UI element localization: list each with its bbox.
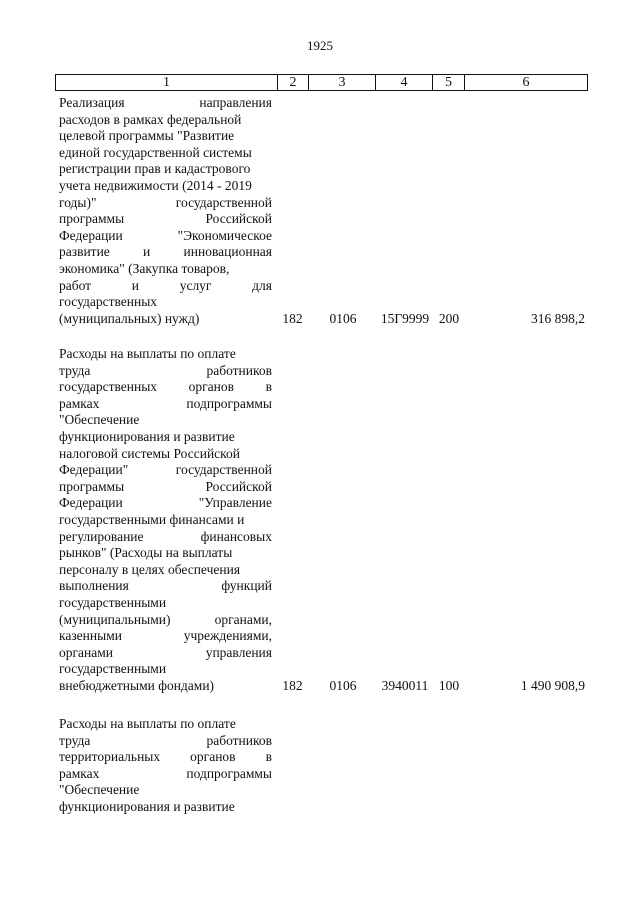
description-word: регулирование — [59, 528, 144, 544]
description-word: государственной — [175, 194, 272, 210]
description-line — [59, 733, 272, 750]
description-word: экономика" (Закупка товаров, — [59, 260, 230, 276]
description-word: Российской — [205, 478, 272, 494]
description-word: органами, — [214, 611, 272, 627]
cell-col6: 316 898,2 — [531, 310, 585, 326]
description-word: работ — [59, 277, 92, 293]
description-word: персоналу в целях обеспечения — [59, 561, 241, 577]
description-word: труда — [59, 362, 91, 378]
description-word: казенными — [59, 628, 122, 644]
description-line — [59, 628, 272, 645]
description-word: расходов в рамках федеральной — [59, 111, 242, 127]
description-line — [59, 529, 272, 546]
column-header-6: 6 — [465, 75, 588, 91]
description-line — [59, 512, 272, 529]
description-word: программы — [59, 478, 125, 494]
description-word: рамках — [59, 395, 100, 411]
description-word: выполнения — [59, 578, 129, 594]
description-line — [59, 495, 272, 512]
description-line — [59, 261, 272, 278]
row-description — [59, 95, 272, 327]
description-word: и — [131, 277, 140, 293]
description-line — [59, 161, 272, 178]
description-word: учреждениями, — [183, 628, 272, 644]
cell-col4: 3940011 — [381, 678, 429, 693]
description-word: труда — [59, 732, 91, 748]
description-line — [59, 578, 272, 595]
cell-col3: 0106 — [329, 678, 357, 693]
cell-col5: 200 — [438, 310, 460, 326]
description-line — [59, 178, 272, 195]
description-word: и — [143, 244, 151, 260]
description-word: Реализация — [59, 95, 125, 110]
description-line — [59, 645, 272, 662]
description-word: Федерации — [59, 227, 123, 243]
description-line — [59, 311, 272, 328]
cell-col2 — [277, 799, 308, 816]
description-word: целевой программы "Развитие — [59, 128, 235, 144]
description-word: Федерации" — [59, 462, 129, 478]
description-word: развитие — [59, 244, 110, 260]
column-header-4: 4 — [376, 75, 433, 91]
description-word: государственными — [59, 594, 167, 610]
description-word: "Управление — [198, 495, 272, 511]
description-word: органов — [188, 379, 235, 395]
cell-col2: 182 — [282, 678, 303, 693]
description-line — [59, 211, 272, 228]
description-line — [59, 429, 272, 446]
description-line — [59, 363, 272, 380]
column-header-5: 5 — [433, 75, 465, 91]
description-word: налоговой системы Российской — [59, 445, 241, 461]
cell-col3 — [310, 799, 376, 816]
description-word: учета недвижимости (2014 - 2019 — [59, 177, 252, 193]
description-line — [59, 95, 272, 112]
description-line — [59, 462, 272, 479]
cell-col3: 0106 — [329, 310, 357, 326]
description-word: в — [265, 379, 272, 395]
row-description — [59, 716, 272, 816]
description-word: Расходы на выплаты по оплате — [59, 346, 236, 361]
description-word: управления — [205, 644, 272, 660]
description-line — [59, 612, 272, 629]
cell-col5: 100 — [438, 678, 460, 693]
cell-col5 — [433, 799, 465, 816]
description-word: годы)" — [59, 194, 97, 210]
description-line — [59, 112, 272, 129]
cell-col4: 15Г9999 — [380, 310, 430, 326]
column-header-2: 2 — [278, 75, 309, 91]
description-word: "Обеспечение — [59, 782, 140, 798]
description-word: работников — [206, 732, 272, 748]
description-word: финансовых — [200, 528, 272, 544]
description-line — [59, 749, 272, 766]
row-description — [59, 346, 272, 694]
description-word: (муниципальными) — [59, 611, 171, 627]
description-line — [59, 562, 272, 579]
description-line — [59, 479, 272, 496]
description-word: государственной — [175, 462, 272, 478]
description-line — [59, 379, 272, 396]
description-word: Расходы на выплаты по оплате — [59, 716, 236, 731]
description-word: органов — [190, 749, 236, 765]
description-word: "Обеспечение — [59, 412, 140, 428]
description-word: подпрограммы — [186, 395, 272, 411]
description-line — [59, 661, 272, 678]
cell-col6 — [467, 799, 585, 816]
description-line — [59, 412, 272, 429]
description-line — [59, 799, 272, 816]
description-line — [59, 716, 272, 733]
description-word: органами — [59, 644, 114, 660]
page-number: 1925 — [307, 38, 333, 53]
description-word: рынков" (Расходы на выплаты — [59, 545, 233, 561]
description-line — [59, 145, 272, 162]
description-word: услуг — [179, 277, 212, 293]
description-word: работников — [206, 362, 272, 378]
description-word: функционирования и развитие — [59, 798, 235, 814]
description-word: государственных — [59, 294, 158, 310]
description-line — [59, 128, 272, 145]
description-word: рамках — [59, 765, 100, 781]
description-word: регистрации прав и кадастрового — [59, 161, 251, 177]
description-word: подпрограммы — [186, 765, 272, 781]
column-header-row — [56, 75, 588, 91]
description-word: функционирования и развитие — [59, 428, 235, 444]
description-line — [59, 545, 272, 562]
description-word: Российской — [205, 211, 272, 227]
description-word: "Экономическое — [177, 227, 272, 243]
cell-col2: 182 — [282, 310, 303, 326]
description-word: Федерации — [59, 495, 123, 511]
description-line — [59, 346, 272, 363]
description-line — [59, 446, 272, 463]
description-word: государственными — [59, 661, 167, 677]
column-header-3: 3 — [309, 75, 376, 91]
cell-col4 — [377, 799, 433, 816]
description-word: направления — [199, 95, 272, 110]
description-word: территориальных — [59, 749, 161, 765]
description-word: государственными финансами и — [59, 511, 245, 527]
description-word: внебюджетными фондами) — [59, 677, 215, 693]
cell-col6: 1 490 908,9 — [520, 678, 585, 693]
description-line — [59, 678, 272, 695]
description-line — [59, 782, 272, 799]
description-word: (муниципальных) нужд) — [59, 310, 200, 326]
description-line — [59, 766, 272, 783]
description-line — [59, 278, 272, 295]
description-word: государственных — [59, 379, 158, 395]
description-word: инновационная — [183, 244, 272, 260]
column-header-1: 1 — [56, 75, 278, 91]
description-word: единой государственной системы — [59, 144, 252, 160]
description-word: в — [265, 749, 272, 765]
description-word: программы — [59, 211, 125, 227]
description-line — [59, 595, 272, 612]
description-line — [59, 294, 272, 311]
description-word: для — [252, 277, 272, 293]
description-line — [59, 244, 272, 261]
description-word: функций — [221, 578, 272, 594]
column-header-table — [55, 74, 588, 91]
description-line — [59, 396, 272, 413]
description-line — [59, 195, 272, 212]
description-line — [59, 228, 272, 245]
